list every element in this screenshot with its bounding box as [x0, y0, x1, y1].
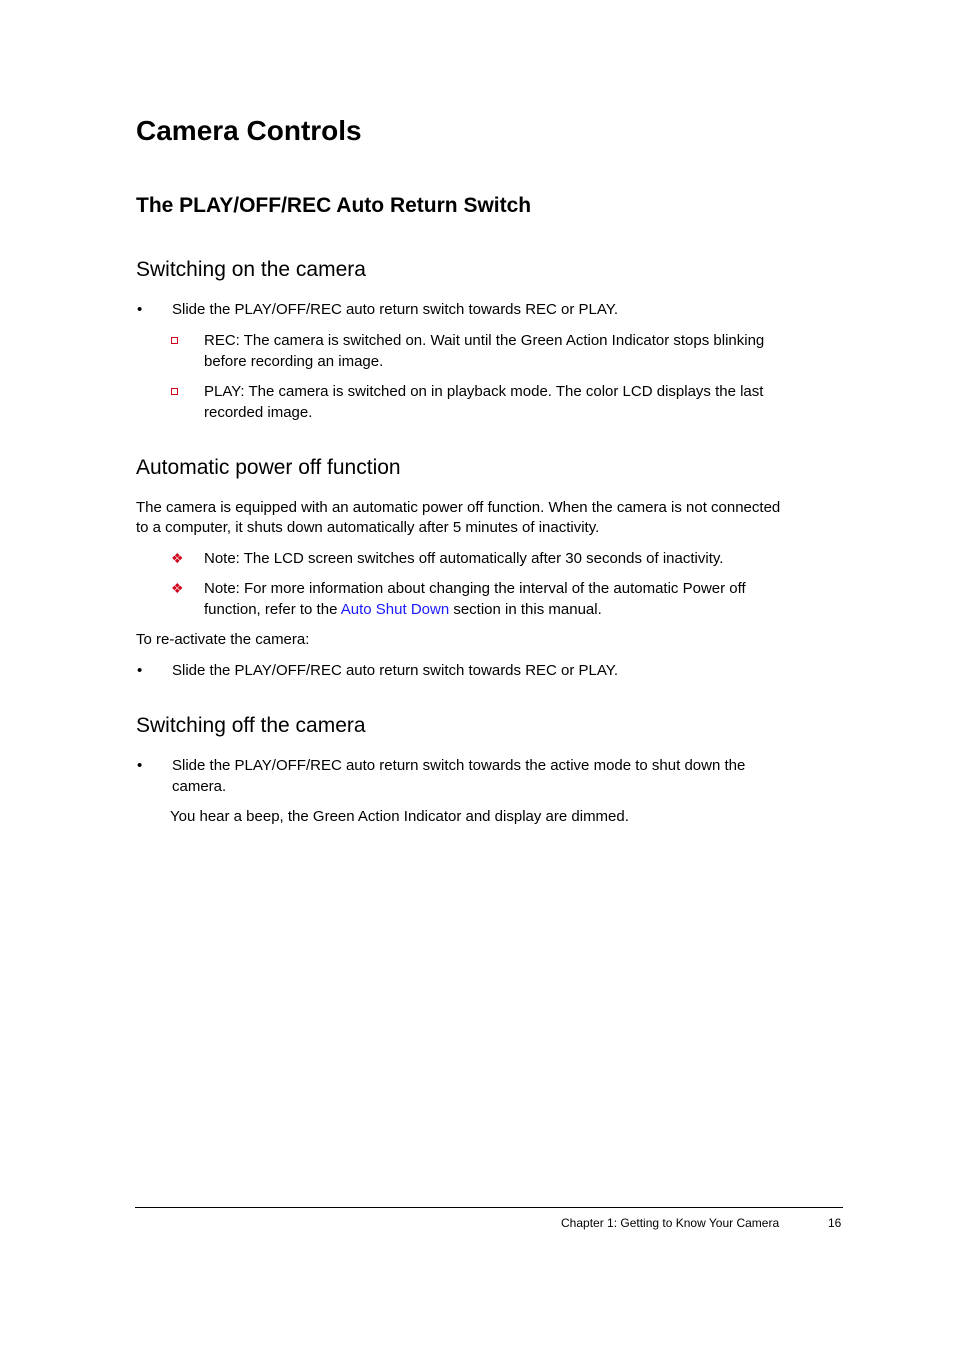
- diamond-note-icon: ❖: [171, 550, 184, 566]
- reactivate-bullet: Slide the PLAY/OFF/REC auto return switch towards REC or PLAY.: [172, 662, 619, 679]
- switching-off-bullet-line1: Slide the PLAY/OFF/REC auto return switch towards the active mode to shut down the: [172, 757, 746, 774]
- rec-item-line1: REC: The camera is switched on. Wait until the Green Action Indicator stops blinking: [204, 332, 765, 349]
- auto-power-para-line2: to a computer, it shuts down automatically after 5 minutes of inactivity.: [136, 519, 600, 536]
- switching-on-bullet: Slide the PLAY/OFF/REC auto return switch towards REC or PLAY.: [172, 301, 619, 318]
- bullet-dot-icon: •: [137, 757, 143, 774]
- square-bullet-icon: [171, 337, 178, 344]
- footer-rule: [135, 1207, 843, 1208]
- switching-off-bullet-line2: camera.: [172, 778, 227, 795]
- play-item-line1: PLAY: The camera is switched on in playback mode. The color LCD displays the last: [204, 383, 764, 400]
- note-interval-line2: [204, 599, 602, 620]
- switching-off-after: You hear a beep, the Green Action Indicator and display are dimmed.: [170, 808, 629, 825]
- rec-item-line2: before recording an image.: [204, 353, 384, 370]
- auto-shut-down-link[interactable]: Auto Shut Down: [340, 601, 450, 618]
- auto-power-para-line1: The camera is equipped with an automatic power off function. When the camera is not connected: [136, 499, 781, 516]
- reactivate-text: To re-activate the camera:: [136, 631, 310, 648]
- heading-switching-off: Switching off the camera: [136, 714, 366, 737]
- note-interval-text-post: section in this manual.: [449, 601, 602, 618]
- page-title: Camera Controls: [136, 115, 362, 146]
- heading-auto-power: Automatic power off function: [136, 456, 401, 479]
- bullet-dot-icon: •: [137, 301, 143, 318]
- footer-page-number: 16: [828, 1216, 842, 1230]
- note-interval-line1: Note: For more information about changing the interval of the automatic Power off: [204, 580, 746, 597]
- footer-chapter: Chapter 1: Getting to Know Your Camera: [561, 1216, 780, 1230]
- play-item-line2: recorded image.: [204, 404, 313, 421]
- section-title: The PLAY/OFF/REC Auto Return Switch: [136, 194, 532, 217]
- note-interval-text-pre: function, refer to the: [204, 601, 341, 618]
- square-bullet-icon: [171, 388, 178, 395]
- bullet-dot-icon: •: [137, 662, 143, 679]
- diamond-note-icon: ❖: [171, 580, 184, 596]
- note-lcd: Note: The LCD screen switches off automatically after 30 seconds of inactivity.: [204, 550, 724, 567]
- heading-switching-on: Switching on the camera: [136, 258, 366, 281]
